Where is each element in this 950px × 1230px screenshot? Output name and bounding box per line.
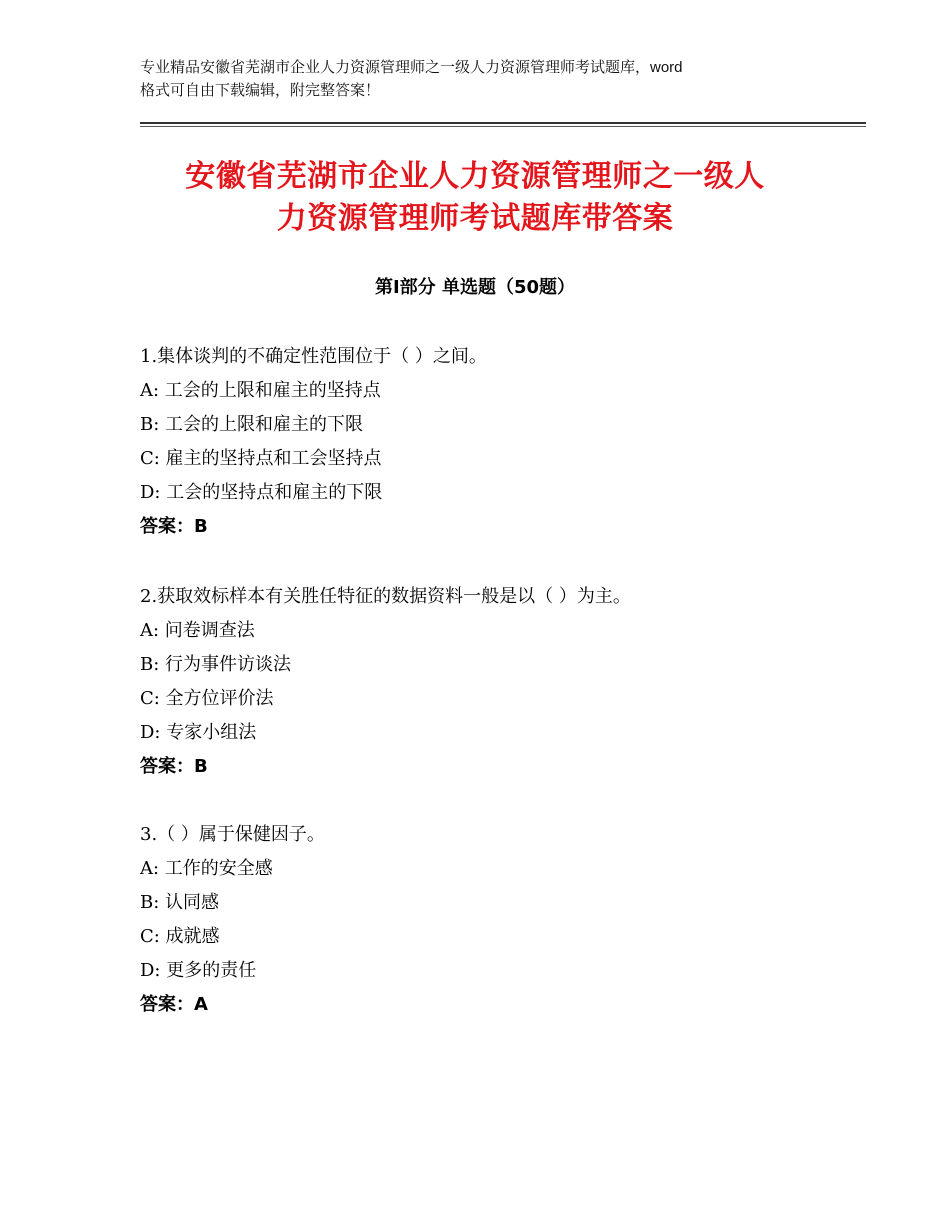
question-2	[140, 580, 820, 784]
option-d: D: 工会的坚持点和雇主的下限	[140, 482, 383, 503]
option-b: B: 行为事件访谈法	[140, 654, 292, 675]
answer-label: 答案：A	[140, 994, 208, 1015]
document-title-line-1: 安徽省芜湖市企业人力资源管理师之一级人	[185, 159, 765, 194]
option-a: A: 问卷调查法	[140, 620, 255, 641]
answer-label: 答案：B	[140, 516, 208, 537]
document-title-line-2: 力资源管理师考试题库带答案	[276, 201, 674, 236]
question-stem: 3.（ ）属于保健因子。	[140, 824, 325, 845]
question-stem: 1.集体谈判的不确定性范围位于（ ）之间。	[140, 346, 487, 367]
option-c: C: 雇主的坚持点和工会坚持点	[140, 448, 382, 469]
question-1	[140, 340, 820, 544]
document-title	[120, 156, 830, 240]
question-3	[140, 818, 820, 1022]
question-stem: 2.获取效标样本有关胜任特征的数据资料一般是以（ ）为主。	[140, 586, 631, 607]
option-d: D: 更多的责任	[140, 960, 257, 981]
header-note-line-2: 格式可自由下载编辑，附完整答案！	[140, 82, 381, 99]
option-c: C: 成就感	[140, 926, 220, 947]
header-note-line-1: 专业精品安徽省芜湖市企业人力资源管理师之一级人力资源管理师考试题库，word	[140, 59, 683, 76]
option-c: C: 全方位评价法	[140, 688, 274, 709]
option-a: A: 工作的安全感	[140, 858, 273, 879]
header-divider-thick	[140, 122, 866, 124]
answer-label: 答案：B	[140, 756, 208, 777]
section-heading: 第Ⅰ部分 单选题（50题）	[374, 277, 575, 298]
option-d: D: 专家小组法	[140, 722, 257, 743]
header-divider-thin	[140, 126, 866, 127]
option-b: B: 工会的上限和雇主的下限	[140, 414, 364, 435]
option-b: B: 认同感	[140, 892, 220, 913]
option-a: A: 工会的上限和雇主的坚持点	[140, 380, 381, 401]
header-note	[140, 56, 820, 102]
